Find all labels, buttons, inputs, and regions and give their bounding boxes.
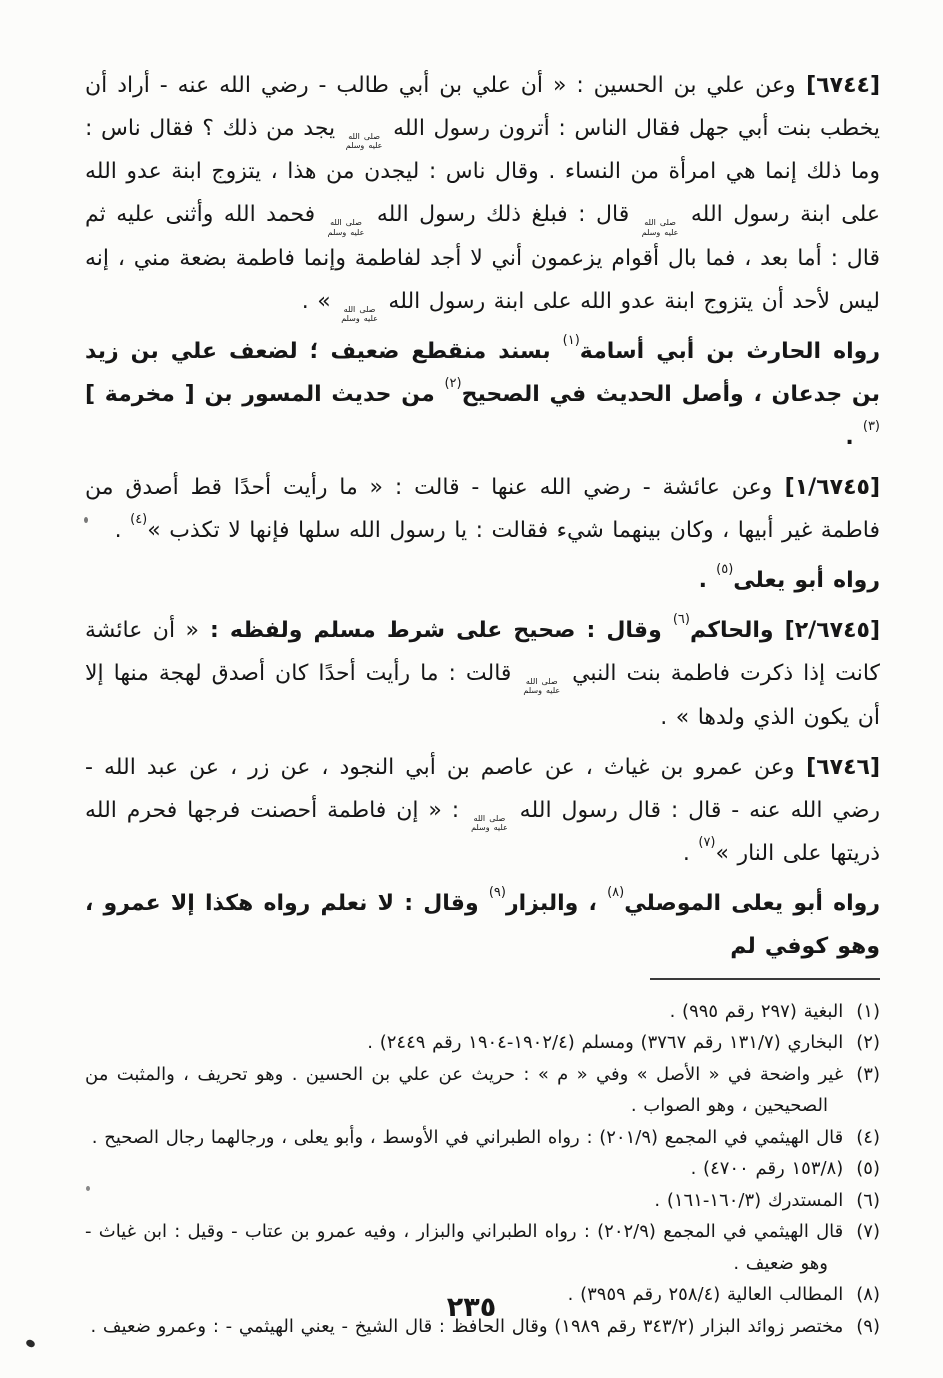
text-run: وعن عائشة - رضي الله عنها - قالت : « ما رأيت أحدًا قط أصدق من فاطمة غير أبيها ، وكان بينهما شيء فقالت : يا رسول الله سلها فإنها لا تكذب » bbox=[85, 475, 880, 544]
footnote-text: (١٥٣/٨ رقم ٤٧٠٠) . bbox=[690, 1158, 844, 1180]
footnote-reference: (٩) bbox=[488, 884, 506, 900]
page-number: ٢٣٥ bbox=[446, 1292, 497, 1323]
footnote-marker: (٥) bbox=[856, 1158, 880, 1180]
footnote-text: مختصر زوائد البزار (٣٤٣/٢ رقم ١٩٨٩) وقال الحافظ : قال الشيخ - يعني الهيثمي - : وعمرو ضعيف . bbox=[90, 1315, 844, 1337]
attribution-paragraph-6746 bbox=[85, 882, 880, 968]
footnote-marker: (٣) bbox=[856, 1063, 880, 1085]
footnote-marker: (٩) bbox=[856, 1315, 880, 1337]
scan-artifact bbox=[84, 517, 88, 523]
hadith-paragraph-6744 bbox=[85, 64, 880, 323]
footnotes-section bbox=[85, 996, 880, 1343]
footnote-marker: (٨) bbox=[856, 1284, 880, 1306]
bold-text-run: رواه الحارث بن أبي أسامة bbox=[579, 339, 880, 365]
bold-text-run: بسند منقطع ضعيف ؛ لضعف علي بن زيد بن جدعان ، وأصل الحديث في الصحيح bbox=[85, 339, 880, 408]
hadith-paragraph-6745-2 bbox=[85, 609, 880, 738]
bold-text-run: رواه أبو يعلى الموصلي bbox=[624, 890, 880, 916]
bold-text-run: [١/٦٧٤٥] bbox=[772, 475, 880, 501]
footnote-text: البخاري (١٣١/٧ رقم ٣٧٦٧) ومسلم (١٩٠٢/٤-١٩٠٤ رقم ٢٤٤٩) . bbox=[367, 1032, 844, 1054]
text-run: . bbox=[114, 518, 131, 544]
attribution-paragraph-6745-1 bbox=[85, 559, 880, 602]
bold-text-run: [٦٧٤٦] bbox=[794, 754, 880, 780]
footnote-item bbox=[85, 1027, 880, 1059]
salawat-ligature: صلى الله عليه وسلم bbox=[327, 218, 365, 237]
footnote-marker: (٢) bbox=[856, 1032, 880, 1054]
bold-text-run: والحاكم bbox=[689, 618, 774, 644]
text-run: » . bbox=[301, 288, 340, 314]
footnote-marker: (٦) bbox=[856, 1189, 880, 1211]
text-run: قال : فبلغ ذلك رسول الله bbox=[366, 202, 640, 228]
salawat-ligature: صلى الله عليه وسلم bbox=[471, 813, 508, 832]
bold-text-run: ، والبزار bbox=[505, 890, 608, 916]
scan-artifact bbox=[86, 1186, 90, 1191]
footnote-reference: (١) bbox=[562, 332, 580, 348]
footnote-item bbox=[85, 1185, 880, 1217]
bold-text-run: [٢/٦٧٤٥] bbox=[773, 618, 880, 644]
footnote-text: غير واضحة في « الأصل » وفي « م » : حريث عن علي بن الحسين . وهو تحريف ، والمثبت من الصحيحين ، وهو الصواب . bbox=[85, 1063, 844, 1117]
footnote-marker: (١) bbox=[856, 1000, 880, 1022]
text-run: قالت : ما رأيت أحدًا كان أصدق لهجة منها إلا أن يكون الذي ولدها » . bbox=[85, 661, 880, 730]
bold-text-run: من حديث المسور بن [ مخرمة ] bbox=[85, 382, 445, 408]
salawat-ligature: صلى الله عليه وسلم bbox=[523, 677, 561, 696]
attribution-paragraph-6744 bbox=[85, 330, 880, 459]
bold-text-run: . bbox=[698, 568, 717, 594]
salawat-ligature: صلى الله عليه وسلم bbox=[341, 304, 378, 323]
text-run: « أن عائشة كانت إذا ذكرت فاطمة بنت النبي bbox=[85, 618, 880, 687]
scan-artifact bbox=[25, 1338, 36, 1348]
text-run: وعن علي بن الحسين : « أن علي بن أبي طالب - رضي الله عنه - أراد أن يخطب بنت أبي جهل فقال الناس : أترون رسول الله bbox=[85, 73, 880, 141]
text-run: يجد من ذلك ؟ فقال ناس : وما ذلك إنما هي امرأة من النساء . وقال ناس : ليجدن من هذا ، يتزوج ابنة عدو الله على ابنة رسول الله bbox=[85, 116, 880, 228]
text-run: . bbox=[682, 840, 699, 866]
text-run: فحمد الله وأثنى عليه ثم قال : أما بعد ، فما بال أقوام يزعمون أني لا أجد لفاطمة وإنما فاطمة بضعة مني ، إنه ليس لأحد أن يتزوج ابنة عدو الله على ابنة رسول الله bbox=[85, 202, 880, 314]
footnote-separator bbox=[650, 978, 880, 980]
text-run: : « إن فاطمة أحصنت فرجها فحرم الله ذريتها على النار » bbox=[85, 797, 880, 866]
footnote-reference: (٦) bbox=[672, 611, 690, 627]
footnote-item bbox=[85, 1216, 880, 1279]
footnote-item bbox=[85, 996, 880, 1028]
salawat-ligature: صلى الله عليه وسلم bbox=[641, 218, 679, 237]
hadith-paragraph-6745-1 bbox=[85, 466, 880, 552]
bold-text-run: رواه أبو يعلى bbox=[733, 568, 880, 594]
footnote-reference: (٨) bbox=[607, 884, 625, 900]
footnote-reference: (٣) bbox=[862, 418, 880, 434]
footnote-item bbox=[85, 1153, 880, 1185]
footnote-text: المستدرك (١٦٠/٣-١٦١) . bbox=[654, 1189, 844, 1211]
hadith-paragraph-6746 bbox=[85, 746, 880, 875]
footnote-reference: (٥) bbox=[716, 561, 734, 577]
footnote-text: المطالب العالية (٢٥٨/٤ رقم ٣٩٥٩) . bbox=[567, 1284, 844, 1306]
footnote-text: قال الهيثمي في المجمع (٢٠٢/٩) : رواه الطبراني والبزار ، وفيه عمرو بن عتاب - وقيل : ابن غياث - وهو ضعيف . bbox=[85, 1221, 844, 1274]
bold-text-run: وقال : لا نعلم رواه هكذا إلا عمرو ، وهو كوفي لم bbox=[85, 890, 880, 959]
main-text-block bbox=[85, 0, 880, 968]
bold-text-run: . bbox=[845, 425, 863, 451]
salawat-ligature: صلى الله عليه وسلم bbox=[345, 132, 383, 151]
footnote-marker: (٤) bbox=[856, 1126, 880, 1148]
footnote-text: قال الهيثمي في المجمع (٢٠١/٩) : رواه الطبراني في الأوسط ، وأبو يعلى ، ورجالهما رجال الصحيح . bbox=[91, 1126, 844, 1148]
bold-text-run: وقال : صحيح على شرط مسلم ولفظه : bbox=[198, 618, 673, 644]
footnote-item bbox=[85, 1059, 880, 1122]
footnote-item bbox=[85, 1122, 880, 1154]
footnote-text: البغية (٢٩٧ رقم ٩٩٥) . bbox=[669, 1000, 844, 1022]
bold-text-run: [٦٧٤٤] bbox=[795, 73, 881, 98]
footnote-reference: (٧) bbox=[698, 834, 716, 850]
footnote-reference: (٤) bbox=[130, 511, 148, 527]
text-run: وعن عمرو بن غياث ، عن عاصم بن أبي النجود ، عن زر ، عن عبد الله - رضي الله عنه - قال : قال رسول الله bbox=[85, 754, 880, 823]
footnote-reference: (٢) bbox=[444, 375, 462, 391]
footnote-marker: (٧) bbox=[856, 1221, 880, 1243]
